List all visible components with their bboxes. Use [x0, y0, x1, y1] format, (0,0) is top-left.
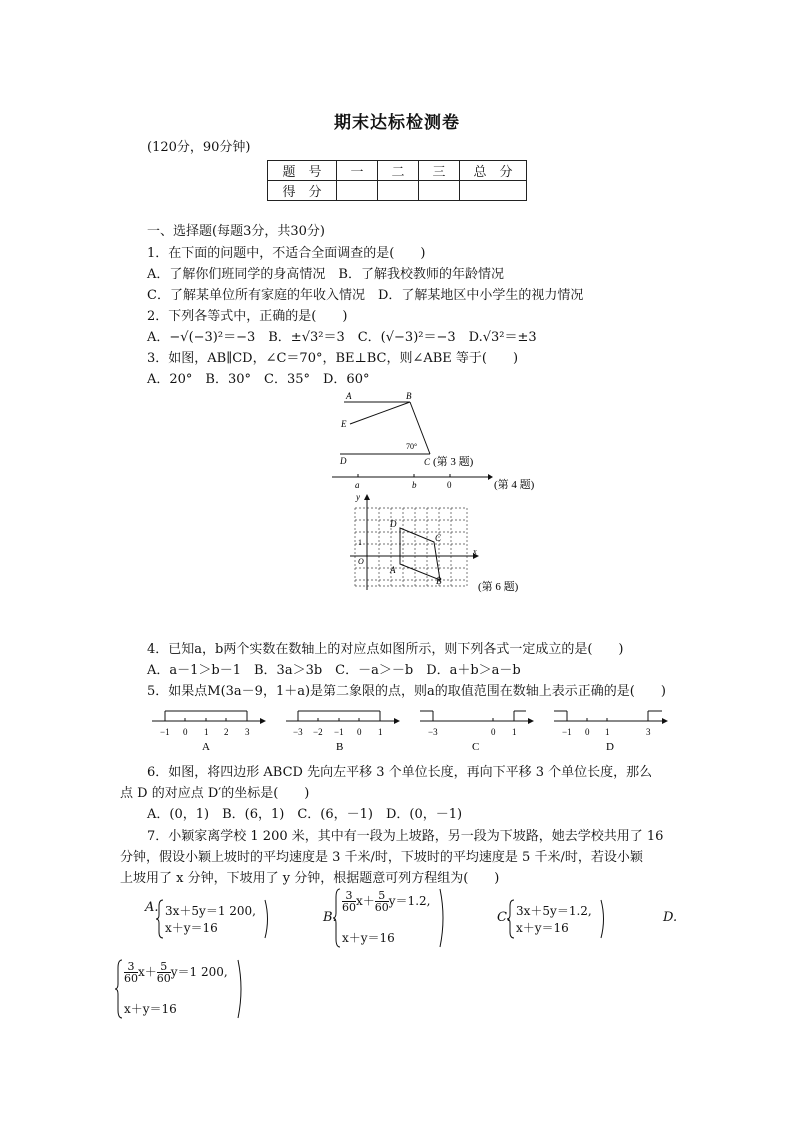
figure-3-diagram: [330, 388, 500, 468]
point-d-label: D: [340, 456, 347, 466]
score-table: [267, 160, 527, 201]
question-7-stem-line2: 分钟，假设小颖上坡时的平均速度是 3 千米/时，下坡时的平均速度是 5 千米/时，若设小颖: [120, 850, 643, 865]
q7-b-eq2: x＋y＝16: [342, 931, 395, 945]
q7-d-eq1: $\frac{3}{60}$ x＋ $\frac{5}{60}$ y＝1 200,: [124, 960, 228, 985]
question-2-options: A．−√(−3)²＝−3 B．±√3²＝3 C．(√−3)²＝−3 D.√3²＝±3: [147, 330, 537, 345]
x-axis-label: x: [473, 547, 477, 556]
question-7-stem-line3: 上坡用了 x 分钟，下坡用了 y 分钟，根据题意可列方程组为( ): [120, 871, 500, 886]
fraction: $\frac{5}{60}$: [156, 960, 171, 985]
score-row-label: 得 分: [268, 181, 337, 201]
q7-a-eq2: x＋y＝16: [165, 921, 218, 935]
score-header-cell: 一: [337, 161, 378, 181]
point-c-label: C: [435, 533, 442, 543]
score-header-cell: 总 分: [460, 161, 527, 181]
choice-label: B: [336, 741, 344, 753]
y-arrow-icon: [364, 494, 370, 500]
q7-option-a-label: A.: [145, 900, 159, 915]
point-a-label: A: [346, 391, 352, 401]
score-cell[interactable]: [460, 181, 527, 201]
figure-4-number-line: [330, 470, 555, 492]
quadrilateral-abcd: [400, 528, 440, 580]
point-c-label: C: [424, 457, 431, 467]
score-header-cell: 三: [419, 161, 460, 181]
figure-3-caption: (第 3 题): [433, 456, 474, 468]
question-1-stem: 1．在下面的问题中，不适合全面调查的是( ): [147, 246, 426, 261]
question-5-stem: 5．如果点M(3a－9，1＋a)是第二象限的点，则a的取值范围在数轴上表示正确的是( ): [147, 684, 666, 699]
q7-d-eq2: x＋y＝16: [124, 1002, 177, 1016]
tick: −1: [562, 727, 572, 737]
tick: −3: [428, 727, 438, 737]
q7-b-eq1: $\frac{3}{60}$ x＋ $\frac{5}{60}$ y＝1.2,: [342, 889, 431, 914]
choice-a-number-line: [152, 711, 266, 753]
point-b-label: B: [436, 576, 442, 586]
tick: 1: [204, 727, 209, 737]
point-b-label: B: [406, 391, 412, 401]
left-brace-icon: [115, 958, 123, 1020]
choice-label: A: [202, 741, 210, 753]
tick: 1: [378, 727, 383, 737]
y-axis-label: y: [356, 492, 360, 502]
fraction: $\frac{5}{60}$: [374, 889, 389, 914]
question-5-number-lines: [150, 703, 675, 753]
tick: 0: [183, 727, 188, 737]
tick: 0: [585, 727, 590, 737]
figure-6-caption: (第 6 题): [478, 581, 519, 593]
line-be: [350, 402, 410, 424]
score-table-header-row: [268, 161, 527, 181]
page-title: 期末达标检测卷: [334, 113, 460, 133]
left-brace-icon: [156, 898, 164, 940]
tick: −2: [313, 727, 323, 737]
left-brace-icon: [333, 887, 341, 949]
origin-label: O: [358, 557, 364, 566]
question-1-options-ab: A．了解你们班同学的身高情况 B．了解我校教师的年龄情况: [147, 267, 504, 282]
time-score-note: (120分，90分钟): [147, 140, 251, 155]
tick-b: b: [412, 480, 417, 490]
score-cell[interactable]: [378, 181, 419, 201]
figure-6-grid: [340, 490, 540, 600]
tick-a: a: [355, 480, 360, 490]
question-6-stem-line2: 点 D 的对应点 D′的坐标是( ): [120, 786, 310, 801]
choice-d-number-line: [554, 711, 668, 753]
figure-4-caption: (第 4 题): [494, 479, 535, 491]
right-paren-icon: [439, 887, 447, 949]
choice-label: D: [606, 741, 614, 753]
score-table-score-row: [268, 181, 527, 201]
question-6-options: A．(0，1) B．(6，1) C．(6，－1) D．(0，－1): [147, 807, 463, 822]
point-e-label: E: [341, 419, 347, 429]
fraction: $\frac{3}{60}$: [342, 889, 356, 914]
tick: 3: [245, 727, 250, 737]
q7-option-c-label: C.: [497, 910, 511, 925]
choice-b-number-line: [286, 711, 400, 753]
question-4-stem: 4．已知a，b两个实数在数轴上的对应点如图所示，则下列各式一定成立的是( ): [147, 642, 624, 657]
q7-option-d-label: D.: [663, 910, 678, 925]
point-d-label: D: [390, 519, 397, 529]
q7-a-eq1: 3x＋5y＝1 200,: [165, 904, 256, 918]
right-paren-icon: [264, 898, 272, 940]
score-cell[interactable]: [337, 181, 378, 201]
tick: −1: [334, 727, 344, 737]
tick: −1: [160, 727, 170, 737]
question-7-stem-line1: 7．小颖家离学校 1 200 米，其中有一段为上坡路，另一段为下坡路，她去学校共用了 16: [147, 829, 664, 844]
tick: 0: [491, 727, 496, 737]
question-4-options: A．a－1＞b－1 B．3a＞3b C．－a＞－b D．a＋b＞a－b: [147, 663, 521, 678]
tick: 3: [646, 727, 651, 737]
point-a-label: A: [390, 565, 396, 575]
right-paren-icon: [600, 898, 608, 940]
score-cell[interactable]: [419, 181, 460, 201]
section-heading: 一、选择题(每题3分，共30分): [147, 224, 325, 239]
score-header-cell: 题 号: [268, 161, 337, 181]
question-3-options: A．20° B．30° C．35° D．60°: [147, 372, 370, 387]
question-3-stem: 3．如图，AB∥CD，∠C＝70°，BE⊥BC，则∠ABE 等于( ): [147, 351, 519, 366]
tick: 1: [605, 727, 610, 737]
angle-c-label: 70°: [406, 442, 418, 451]
question-1-options-cd: C．了解某单位所有家庭的年收入情况 D．了解某地区中小学生的视力情况: [147, 288, 584, 303]
choice-label: C: [472, 741, 480, 753]
tick-one: 1: [358, 538, 362, 547]
tick: 0: [357, 727, 362, 737]
tick: 1: [512, 727, 517, 737]
tick-zero: 0: [447, 480, 452, 490]
question-6-stem-line1: 6．如图，将四边形 ABCD 先向左平移 3 个单位长度，再向下平移 3 个单位长度，那么: [147, 765, 653, 780]
left-brace-icon: [507, 898, 515, 940]
choice-c-number-line: [420, 711, 534, 753]
right-paren-icon: [237, 958, 245, 1020]
fraction: $\frac{3}{60}$: [124, 960, 138, 985]
score-header-cell: 二: [378, 161, 419, 181]
q7-c-eq2: x＋y＝16: [516, 921, 569, 935]
tick: 2: [224, 727, 229, 737]
q7-c-eq1: 3x＋5y＝1.2,: [516, 904, 592, 918]
q7-option-b-label: B.: [323, 910, 337, 925]
tick: −3: [293, 727, 303, 737]
arrow-icon: [488, 474, 493, 480]
question-2-stem: 2．下列各等式中，正确的是( ): [147, 309, 348, 324]
